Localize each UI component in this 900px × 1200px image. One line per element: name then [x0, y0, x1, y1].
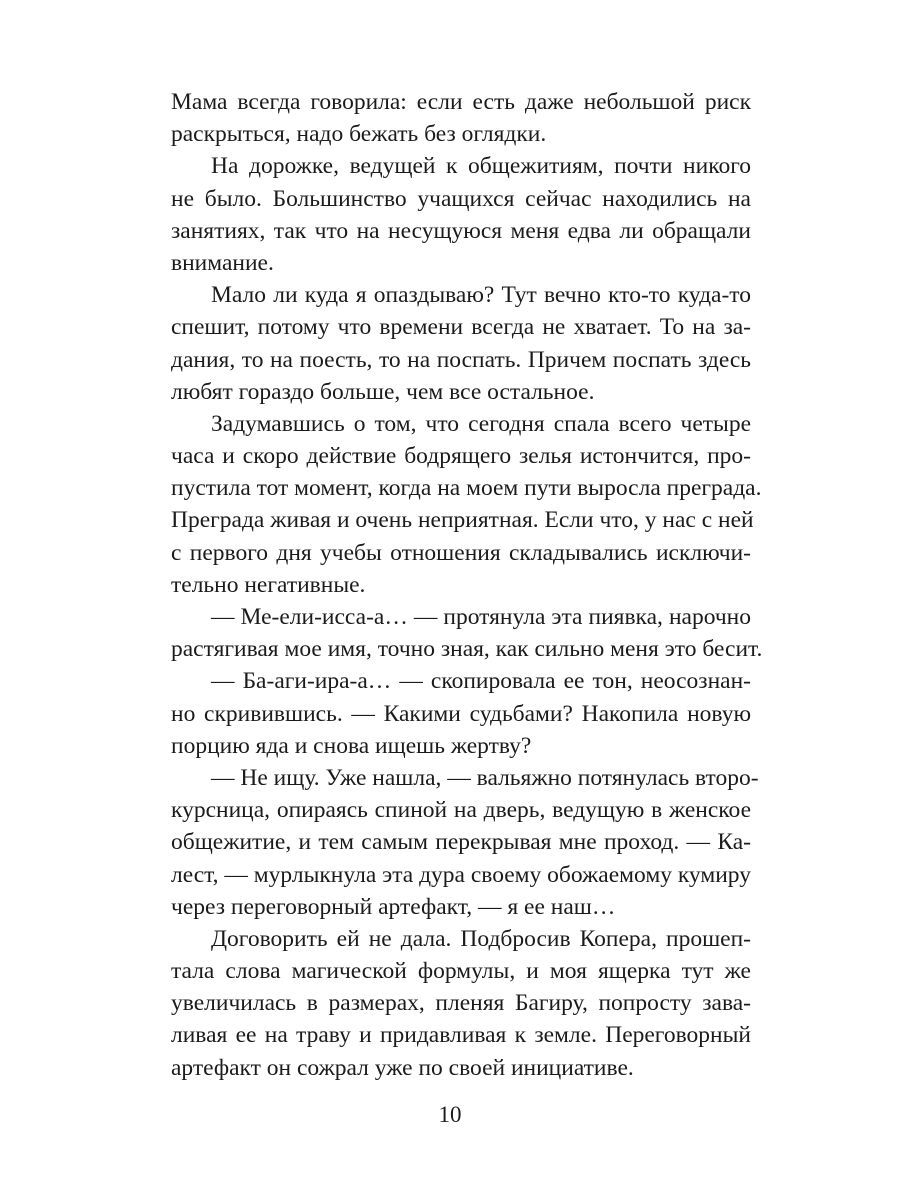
text-line: не было. Большинство учащихся сейчас находились на — [171, 185, 751, 212]
text-line: — Ме-ели-исса-а… — протянула эта пиявка, нарочно — [211, 604, 751, 630]
text-line: с первого дня учебы отношения складывались исключи- — [171, 539, 751, 566]
text-line: артефакт он сожрал уже по своей инициативе. — [171, 1054, 634, 1081]
text-line: лест, — мурлыкнула эта дура своему обожаемому кумиру — [171, 861, 751, 888]
text-line: тельно негативные. — [171, 571, 366, 598]
text-line: общежитие, и тем самым перекрывая мне проход. — Ка- — [171, 829, 751, 856]
text-line: На дорожке, ведущей к общежитиям, почти никого — [211, 153, 751, 180]
text-line: часа и скоро действие бодрящего зелья истончится, про- — [171, 443, 751, 470]
body-text — [171, 86, 763, 1084]
text-line: — Ба-аги-ира-а… — скопировала ее тон, неосознан- — [211, 668, 751, 695]
text-line: ливая ее на траву и придавливая к земле. Переговорный — [171, 1022, 751, 1049]
text-line: Преграда живая и очень неприятная. Если что, у нас с ней — [171, 507, 754, 534]
text-line: пустила тот момент, когда на моем пути выросла преграда. — [171, 475, 762, 502]
page-number: 10 — [438, 1102, 462, 1127]
text-line: Задумавшись о том, что сегодня спала всего четыре — [211, 410, 751, 437]
text-line: — Не ищу. Уже нашла, — вальяжно потянулась второ- — [211, 764, 759, 791]
text-line: Договорить ей не дала. Подбросив Копера, прошеп- — [211, 925, 751, 952]
text-line: но скривившись. — Какими судьбами? Накопила новую — [171, 700, 751, 727]
text-line: спешит, потому что времени всегда не хватает. То на за- — [171, 314, 751, 341]
text-line: порцию яда и снова ищешь жертву? — [171, 732, 532, 759]
text-line: Мама всегда говорила: если есть даже небольшой риск — [171, 89, 751, 115]
text-line: любят гораздо больше, чем все остальное. — [171, 378, 595, 405]
text-line: курсница, опираясь спиной на дверь, ведущую в женское — [171, 797, 751, 824]
text-line: занятиях, так что на несущуюся меня едва ли обращали — [171, 217, 751, 244]
text-line: растягивая мое имя, точно зная, как сильно меня это бесит. — [171, 636, 763, 663]
text-line: увеличилась в размерах, пленяя Багиру, попросту зава- — [171, 990, 751, 1017]
text-line: через переговорный артефакт, — я ее наш… — [171, 893, 616, 920]
text-line: тала слова магической формулы, и моя ящерка тут же — [171, 958, 751, 985]
text-line: Мало ли куда я опаздываю? Тут вечно кто-то куда-то — [211, 282, 751, 309]
text-line: раскрыться, надо бежать без оглядки. — [171, 121, 547, 148]
text-line: дания, то на поесть, то на поспать. Причем поспать здесь — [171, 346, 751, 373]
text-line: внимание. — [171, 249, 274, 276]
